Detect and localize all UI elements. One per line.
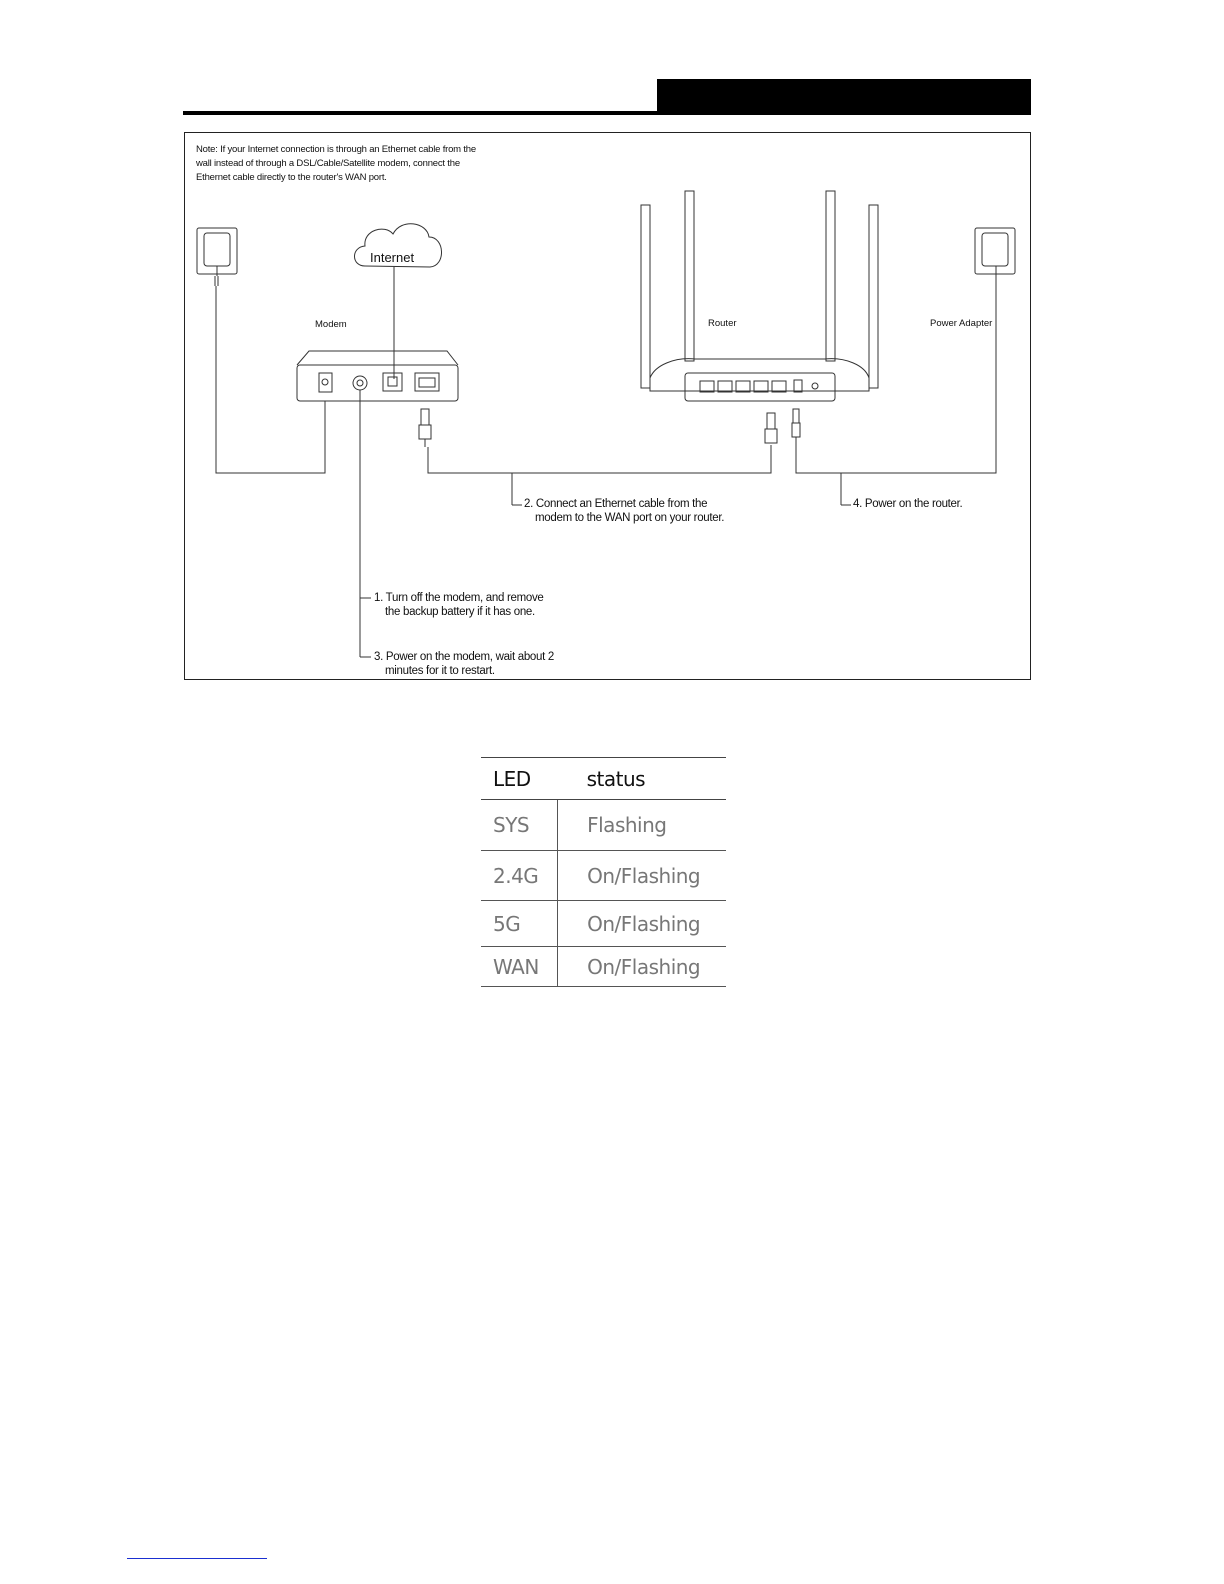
step-1 [374, 591, 544, 619]
step-4-line-1: 4. Power on the router. [853, 498, 963, 510]
router-antenna-icon [641, 205, 650, 388]
left-power-adapter-icon [204, 233, 230, 266]
diagram-note: Note: If your Internet connection is through an Ethernet cable from the wall instead of through a DSL/Cable/Satellite modem, connect the Ethernet cable directly to the router's WAN port. [196, 144, 476, 183]
footer-link-underline[interactable] [127, 1558, 267, 1559]
step-1-line-1: 1. Turn off the modem, and remove [374, 592, 544, 604]
step-2 [524, 497, 724, 525]
table-header-row [481, 758, 726, 800]
led-status: On/Flashing [558, 901, 726, 947]
table-row [481, 901, 726, 947]
connection-diagram [184, 132, 1031, 680]
header-rule [183, 111, 658, 115]
right-power-adapter-icon [982, 233, 1008, 266]
step-3-line-1: 3. Power on the modem, wait about 2 [374, 651, 554, 663]
router-body-icon [650, 359, 869, 391]
modem-top-icon [297, 351, 458, 365]
led-name: WAN [481, 947, 558, 987]
step-1-line-2: the backup battery if it has one. [385, 606, 535, 618]
step-4 [853, 497, 962, 511]
right-wall-socket-icon [975, 228, 1015, 274]
diagram-drawing [185, 133, 1032, 681]
step-2-line-2: modem to the WAN port on your router. [535, 512, 725, 524]
table-row [481, 800, 726, 851]
modem-label: Modem [315, 319, 347, 330]
table-row [481, 851, 726, 901]
header-status: status [558, 758, 726, 800]
router-power-plug-icon [793, 409, 799, 423]
router-ethernet-plug-icon [767, 413, 775, 429]
modem-ethernet-plug-icon [421, 409, 429, 425]
modem-power-cable [216, 286, 325, 473]
modem-icon [297, 365, 458, 401]
internet-label: Internet [370, 250, 415, 265]
led-name: 5G [481, 901, 558, 947]
led-status: On/Flashing [558, 947, 726, 987]
ethernet-cable [428, 445, 771, 473]
step-3 [374, 650, 554, 678]
header-led: LED [481, 758, 558, 800]
led-name: SYS [481, 800, 558, 851]
header-bar [657, 79, 1031, 115]
led-status: Flashing [558, 800, 726, 851]
step-3-line-2: minutes for it to restart. [385, 665, 495, 677]
led-name: 2.4G [481, 851, 558, 901]
step-2-line-1: 2. Connect an Ethernet cable from the [524, 498, 708, 510]
power-adapter-label: Power Adapter [930, 318, 993, 329]
led-status: On/Flashing [558, 851, 726, 901]
led-status-table [481, 757, 726, 987]
table-row [481, 947, 726, 987]
router-label: Router [708, 318, 737, 329]
